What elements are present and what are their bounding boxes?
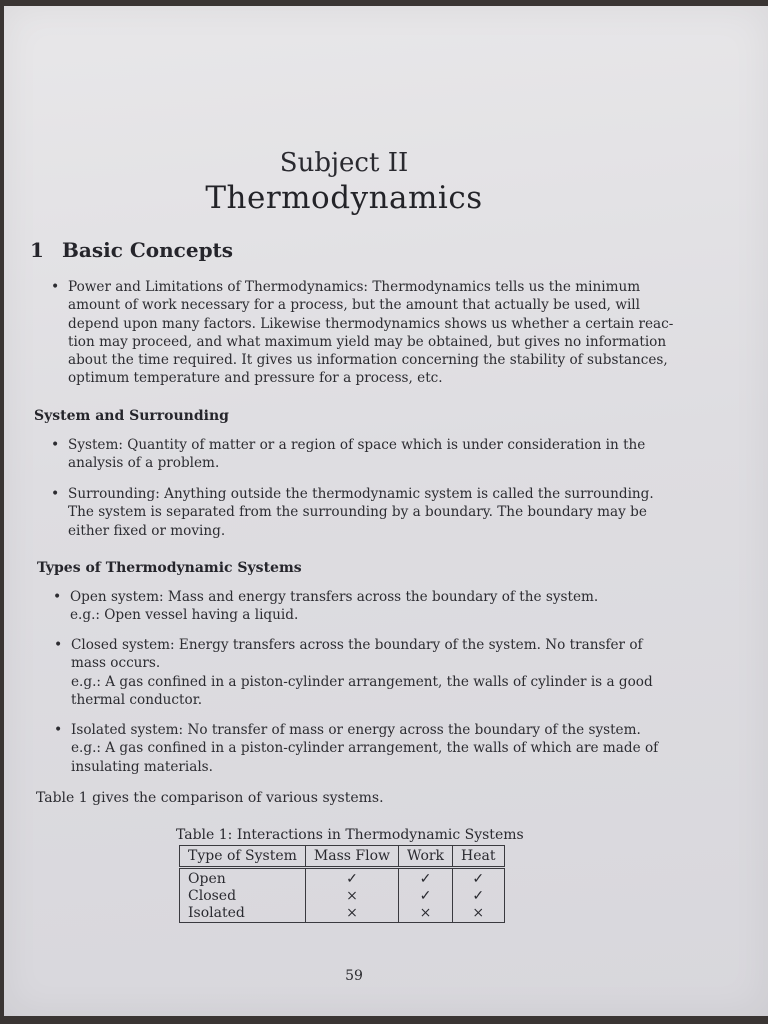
- column-header: Type of System: [180, 846, 306, 868]
- table-reference-text: Table 1 gives the comparison of various systems.: [36, 790, 384, 806]
- intro-bullet: [68, 278, 674, 388]
- subject-heading: Subject II: [279, 148, 409, 178]
- table-caption: Table 1: Interactions in Thermodynamic Systems: [176, 827, 524, 843]
- table-cell: ✓: [305, 868, 398, 889]
- table-cell: ×: [305, 888, 398, 905]
- table-cell: Isolated: [180, 905, 306, 923]
- text-line: depend upon many factors. Likewise thermodynamics shows us whether a certain reac-: [68, 315, 674, 332]
- text-line: • Isolated system: No transfer of mass or energy across the boundary of the system.: [71, 722, 641, 738]
- text-line: tion may proceed, and what maximum yield may be obtained, but gives no information: [68, 333, 667, 350]
- table-cell: ✓: [399, 888, 453, 905]
- text-line: • Surrounding: Anything outside the thermodynamic system is called the surrounding.: [68, 486, 654, 502]
- text-line: either fixed or moving.: [68, 522, 226, 539]
- table-header-row: [180, 846, 505, 868]
- text-line: about the time required. It gives us information concerning the stability of substances,: [68, 352, 668, 369]
- section-number: 1: [30, 238, 44, 262]
- subsection-heading: System and Surrounding: [34, 408, 229, 424]
- page-title: Thermodynamics: [205, 180, 483, 216]
- surrounding-bullet: [68, 485, 674, 540]
- closed-system-bullet: [71, 636, 675, 709]
- text-line: • Open system: Mass and energy transfers across the boundary of the system.: [70, 589, 599, 605]
- table-cell: ✓: [453, 868, 504, 889]
- table-row: [180, 905, 505, 923]
- text-line: amount of work necessary for a process, but the amount that actually be used, will: [68, 297, 640, 314]
- table-row: [180, 868, 505, 889]
- table-cell: Closed: [180, 888, 306, 905]
- text-line: analysis of a problem.: [68, 455, 220, 472]
- text-line: optimum temperature and pressure for a process, etc.: [68, 370, 443, 387]
- text-line: mass occurs.: [71, 655, 161, 672]
- table-cell: ✓: [453, 888, 504, 905]
- text-line: • System: Quantity of matter or a region of space which is under consideration in the: [68, 437, 646, 453]
- table-cell: Open: [180, 868, 306, 889]
- text-line: insulating materials.: [71, 758, 213, 775]
- text-line: • Closed system: Energy transfers across the boundary of the system. No transfer of: [71, 637, 643, 653]
- column-header: Heat: [453, 846, 504, 868]
- section-title: Basic Concepts: [62, 238, 234, 262]
- subsection-heading: Types of Thermodynamic Systems: [37, 560, 302, 576]
- page-number: 59: [345, 968, 363, 984]
- system-bullet: [68, 436, 674, 473]
- column-header: Mass Flow: [305, 846, 398, 868]
- text-line: e.g.: A gas confined in a piston-cylinder arrangement, the walls of cylinder is a good: [71, 673, 653, 690]
- text-line: • Power and Limitations of Thermodynamics: Thermodynamics tells us the minimum: [68, 279, 641, 295]
- table-cell: ×: [453, 905, 504, 923]
- text-line: e.g.: Open vessel having a liquid.: [70, 607, 299, 624]
- isolated-system-bullet: [71, 721, 677, 776]
- table-cell: ×: [305, 905, 398, 923]
- interactions-table: [179, 845, 505, 923]
- text-line: e.g.: A gas confined in a piston-cylinder arrangement, the walls of which are made of: [71, 740, 659, 757]
- column-header: Work: [399, 846, 453, 868]
- text-line: The system is separated from the surrounding by a boundary. The boundary may be: [68, 504, 647, 521]
- section-heading: [30, 238, 233, 262]
- open-system-bullet: [70, 588, 674, 625]
- table-row: [180, 888, 505, 905]
- document-page: [4, 6, 768, 1016]
- table-cell: ×: [399, 905, 453, 923]
- table-cell: ✓: [399, 868, 453, 889]
- text-line: thermal conductor.: [71, 691, 203, 708]
